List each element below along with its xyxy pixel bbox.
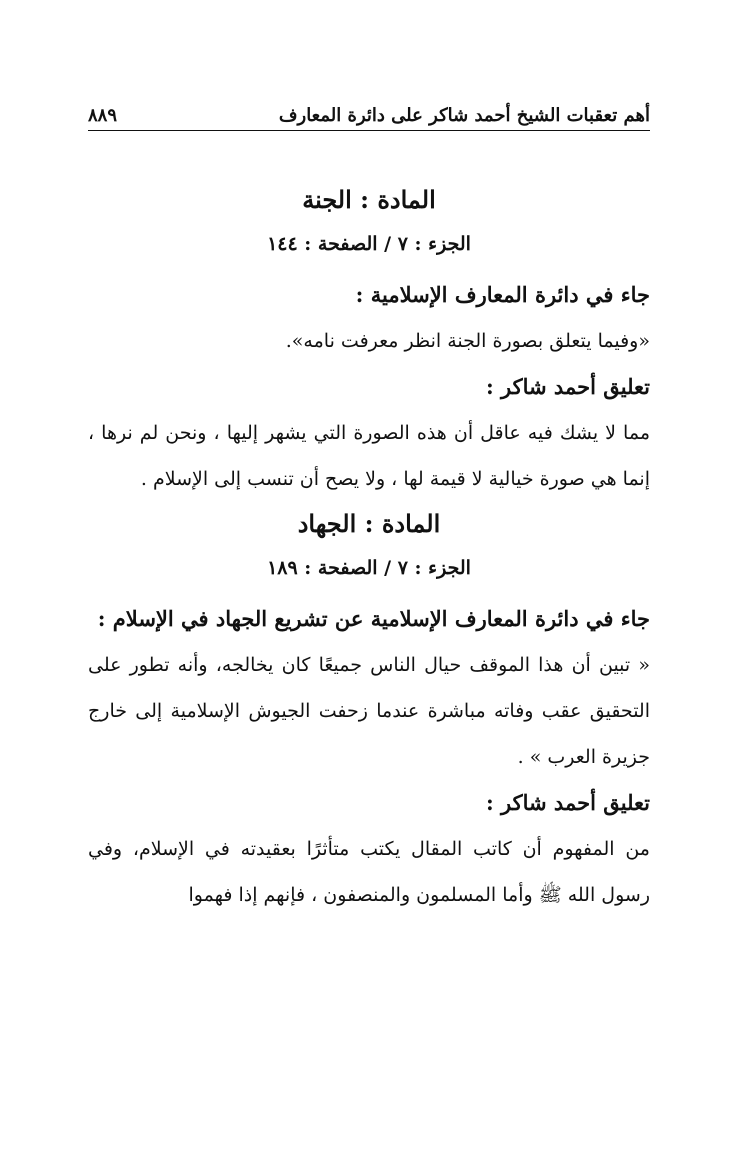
comment-text: من المفهوم أن كاتب المقال يكتب متأثرًا بعقيدته في الإسلام، وفي رسول الله ﷺ وأما المسلمون والمنصفون ، فإنهم إذا فهموا	[88, 838, 650, 906]
comment-heading: تعليق أحمد شاكر :	[485, 374, 650, 399]
comment-heading: تعليق أحمد شاكر :	[485, 790, 650, 815]
quote-text: « تبين أن هذا الموقف حيال الناس جميعًا كان يخالجه، وأنه تطور على التحقيق عقب وفاته مباشرة عندما زحفت الجيوش الإسلامية إلى خارج جزيرة العرب » .	[88, 654, 650, 768]
quote-heading: جاء في دائرة المعارف الإسلامية عن تشريع الجهاد في الإسلام :	[97, 606, 650, 631]
entry-jihad	[88, 502, 650, 918]
entry-title: المادة : الجهاد	[297, 509, 441, 538]
page-number: ٨٨٩	[88, 105, 118, 126]
entry-paradise	[88, 178, 650, 502]
entry-reference: الجزء : ٧ / الصفحة : ١٨٩	[267, 557, 471, 579]
quote-text: «وفيما يتعلق بصورة الجنة انظر معرفت نامه».	[285, 330, 650, 352]
comment-text: مما لا يشك فيه عاقل أن هذه الصورة التي يشهر إليها ، ونحن لم نرها ، إنما هي صورة خيالية لا قيمة لها ، ولا يصح أن تنسب إلى الإسلام .	[88, 422, 650, 490]
entry-reference: الجزء : ٧ / الصفحة : ١٤٤	[267, 233, 471, 255]
quote-heading: جاء في دائرة المعارف الإسلامية :	[355, 282, 650, 307]
header-rule	[88, 130, 650, 131]
entry-title: المادة : الجنة	[302, 185, 436, 214]
running-header	[88, 92, 650, 126]
page-body	[88, 178, 650, 918]
running-title: أهم تعقبات الشيخ أحمد شاكر على دائرة المعارف	[278, 105, 650, 126]
